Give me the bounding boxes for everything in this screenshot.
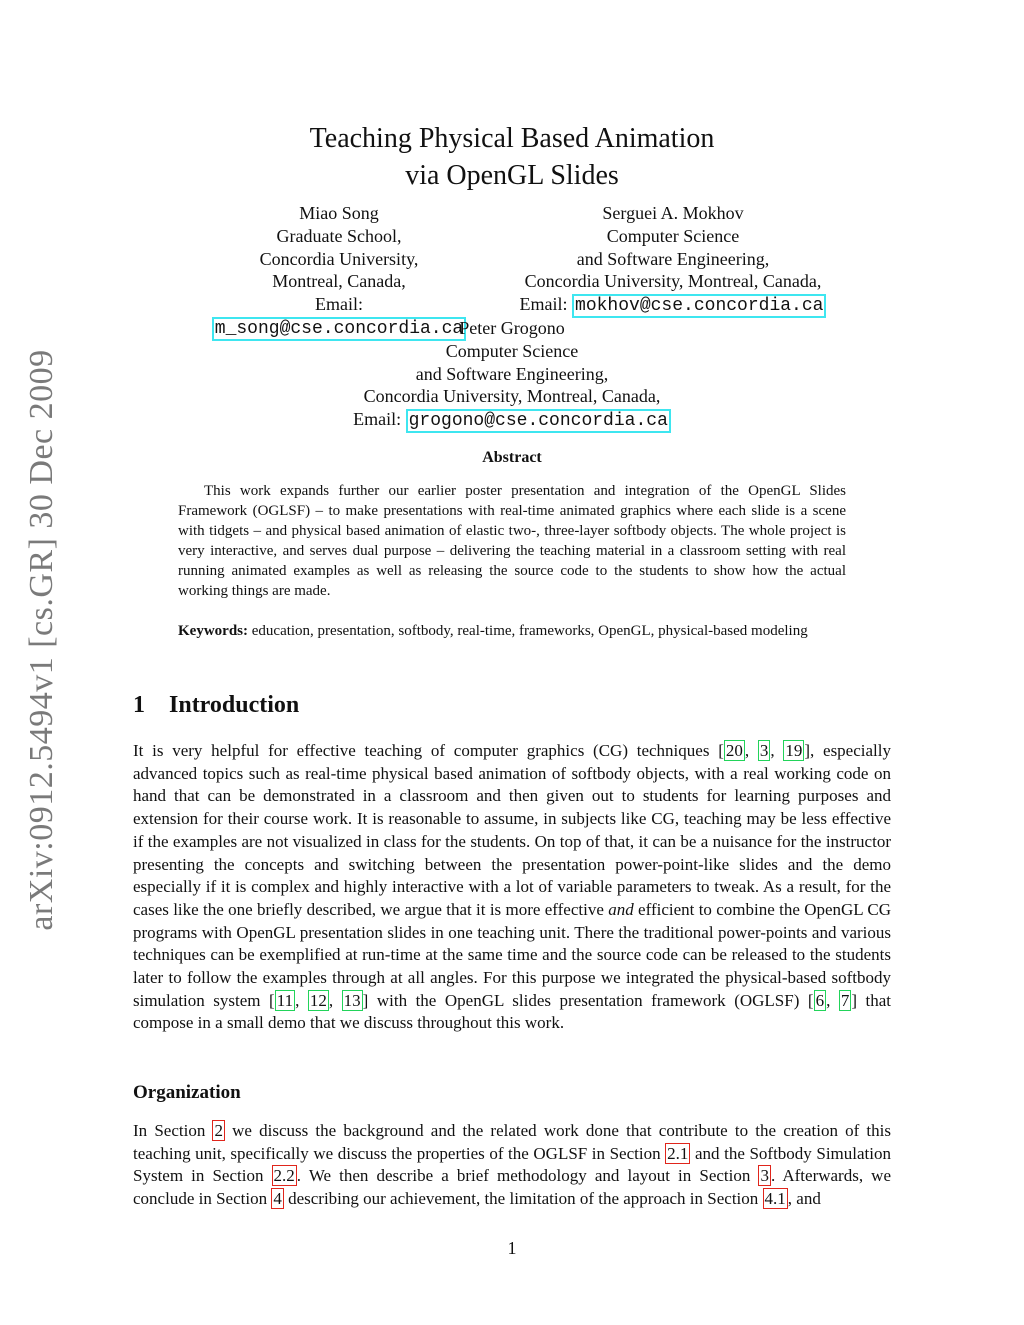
organization-body: [133, 1120, 891, 1211]
section-ref-link[interactable]: 2: [214, 1121, 223, 1140]
abstract-text: This work expands further our earlier poster presentation and integration of the OpenGL Slides Framework (OGLSF) – to make presentations with real-time animated graphics where each slide is a scene with tidgets – and physical based animation of elastic two-, three-layer softbody objects. The whole project is very interactive, and serves dual purpose – delivering the teaching material in a classroom setting with real running animated examples as well as releasing the source code to the students to show how the actual working things are made.: [178, 483, 846, 599]
author-name: Miao Song: [299, 203, 379, 223]
email-label: Email:: [353, 409, 402, 430]
section-number: 1: [133, 692, 145, 718]
citation-link[interactable]: 7: [840, 990, 850, 1010]
paper-title: [212, 120, 812, 194]
citation-link[interactable]: 19: [785, 741, 803, 760]
author-email-line: [312, 408, 712, 433]
emphasis: and: [608, 899, 634, 919]
author-affiliation-line: Concordia University,: [259, 248, 419, 269]
author-affiliation-line: and Software Engineering,: [576, 248, 770, 269]
page-number: 1: [507, 1238, 517, 1258]
author-email-line: [500, 293, 846, 318]
email-link[interactable]: grogono@cse.concordia.ca: [406, 409, 671, 433]
author-affiliation-line: and Software Engineering,: [415, 363, 609, 384]
title-line-1: Teaching Physical Based Animation: [309, 123, 715, 154]
author-affiliation-line: Computer Science: [606, 225, 740, 246]
section-ref-link[interactable]: 2.2: [273, 1166, 295, 1186]
author-affiliation-line: Graduate School,: [276, 225, 402, 246]
citation-link[interactable]: 12: [309, 990, 327, 1010]
email-link[interactable]: m_song@cse.concordia.ca: [212, 317, 466, 341]
section-ref-link[interactable]: 4.1: [764, 1189, 786, 1209]
section-ref-link[interactable]: 4: [273, 1189, 282, 1209]
author-affiliation-line: Concordia University, Montreal, Canada,: [363, 386, 661, 407]
citation-link[interactable]: 11: [276, 990, 294, 1010]
section-title: Introduction: [169, 692, 300, 718]
citation-link[interactable]: 6: [815, 990, 825, 1010]
author-name: Peter Grogono: [459, 318, 565, 338]
keywords-text: education, presentation, softbody, real-time, frameworks, OpenGL, physical-based modeling: [251, 623, 808, 639]
citation-link[interactable]: 13: [343, 990, 361, 1010]
email-label: Email:: [519, 294, 568, 315]
introduction-paragraph: It is very helpful for effective teaching of computer graphics (CG) techniques [ 20 , 3 , 19 ], especially advanced topics such as real-time physical based animation of softbody objects, with a real working code on hand that can be demonstrated in a classroom and then given out to students for learning purposes and extension for their course work. It is reasonable to assume, in subjects like CG, teaching may be less effective if the examples are not visualized in class for the students. On top of that, it can be a nuisance for the instructor presenting the concepts and switching between the presentation power-point-like slides and the demo especially if it is complex and highly interactive with a lot of variable parameters to tweak. As a result, for the cases like the one briefly described, we argue that it is more effective and efficient to combine the OpenGL CG programs with OpenGL presentation slides in one teaching unit. There the traditional power-points and various techniques can be exemplified at run-time at the same time and the source code can be released to the students later to follow the examples through at all angles. For this purpose we integrated the physical-based softbody simulation system [ 11 , 12 , 13 ] with the OpenGL slides presentation framework (OGLSF) [ 6 , 7 ] that compose in a small demo that we discuss throughout this work.: [133, 741, 892, 1033]
introduction-body: [133, 740, 891, 1035]
subsection-heading-organization: Organization: [133, 1082, 241, 1103]
abstract-body: [178, 481, 846, 601]
section-ref-link[interactable]: 2.1: [667, 1143, 689, 1163]
author-affiliation-line: Computer Science: [445, 340, 579, 361]
arxiv-identifier-stamp: arXiv:0912.5494v1 [cs.GR] 30 Dec 2009: [23, 349, 60, 931]
keywords-section: [178, 621, 846, 641]
citation-link[interactable]: 20: [725, 741, 743, 760]
author-name: Serguei A. Mokhov: [602, 203, 744, 223]
abstract-heading: Abstract: [482, 449, 542, 466]
citation-link[interactable]: 3: [759, 741, 769, 760]
author-block-mokhov: [500, 202, 846, 318]
author-affiliation-line: Concordia University, Montreal, Canada,: [524, 271, 822, 292]
keywords-label: Keywords:: [178, 623, 248, 639]
author-block-grogono: [312, 317, 712, 433]
author-affiliation-line: Montreal, Canada,: [272, 271, 406, 292]
title-line-2: via OpenGL Slides: [405, 160, 619, 191]
email-link[interactable]: mokhov@cse.concordia.ca: [572, 294, 826, 318]
email-label: Email:: [315, 294, 363, 315]
section-heading-introduction: [133, 692, 299, 719]
organization-paragraph: In Section 2 we discuss the background and the related work done that contribute to the creation of this teaching unit, specifically we discuss the properties of the OGLSF in Section 2.1 and the Softbody Simulation System in Section 2.2 . We then describe a brief methodology and layout in Section 3 . Afterwards, we conclude in Section 4 describing our achievement, the limitation of the approach in Section 4.1 , and: [133, 1121, 891, 1209]
section-ref-link[interactable]: 3: [760, 1166, 769, 1186]
